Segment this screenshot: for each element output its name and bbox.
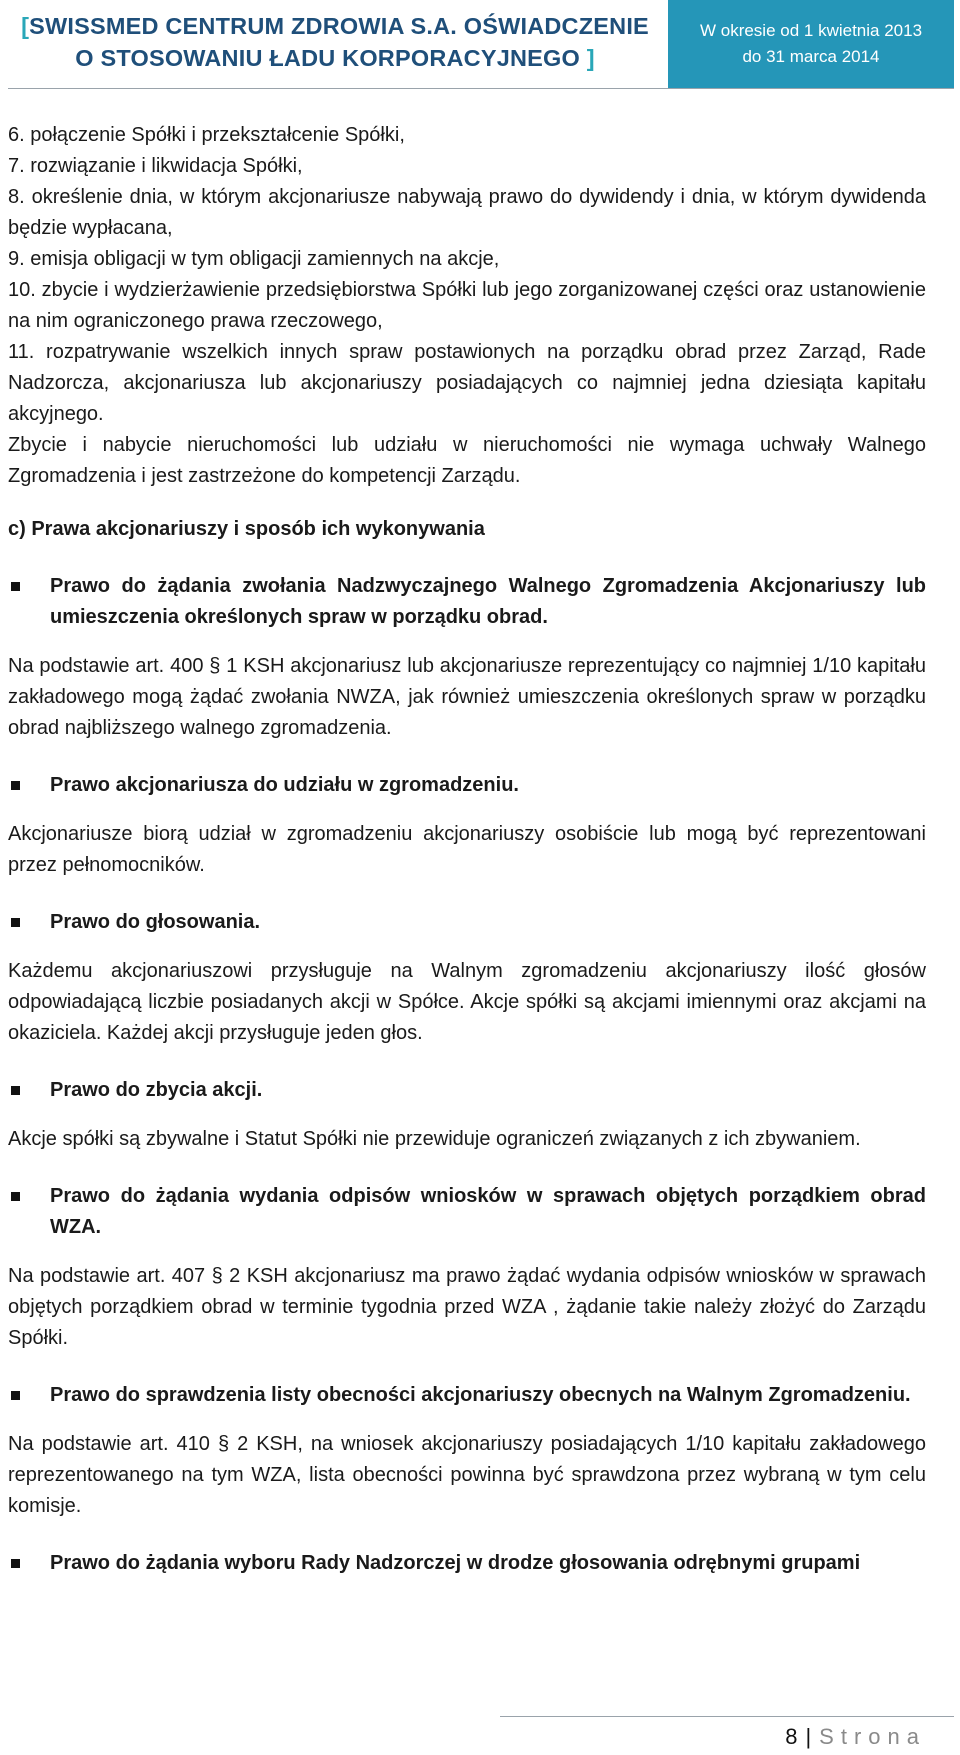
bullet-heading-text: Prawo akcjonariusza do udziału w zgromadzeniu.: [50, 774, 519, 796]
list-item: 11. rozpatrywanie wszelkich innych spraw postawionych na porządku obrad przez Zarząd, Rade Nadzorcza, akcjonariusza lub akcjonariuszy posiadających co najmniej jedna dziesiąta kapitału akcyjnego.: [8, 341, 926, 425]
bullet-heading-text: Prawo do żądania wydania odpisów wniosków w sprawach objętych porządkiem obrad WZA.: [50, 1185, 926, 1238]
bullet-heading-text: Prawo do żądania zwołania Nadzwyczajnego Walnego Zgromadzenia Akcjonariuszy lub umieszczenia określonych spraw w porządku obrad.: [50, 575, 926, 628]
page-number: 8: [785, 1724, 798, 1749]
list-item: 8. określenie dnia, w którym akcjonariusze nabywają prawo do dywidendy i dnia, w którym dywidenda będzie wypłacana,: [8, 186, 926, 239]
bullet-heading-text: Prawo do żądania wyboru Rady Nadzorczej w drodze głosowania odrębnymi grupami: [50, 1552, 861, 1574]
title-bracket-close: ]: [586, 45, 595, 71]
square-bullet-icon: [11, 582, 20, 591]
list-item: 6. połączenie Spółki i przekształcenie Spółki,: [8, 124, 405, 146]
square-bullet-icon: [11, 1086, 20, 1095]
property-note: Zbycie i nabycie nieruchomości lub udziału w nieruchomości nie wymaga uchwały Walnego Zgromadzenia i jest zastrzeżone do kompetencji Zarządu.: [8, 434, 926, 487]
title-text: SWISSMED CENTRUM ZDROWIA S.A. OŚWIADCZENIE O STOSOWANIU ŁADU KORPORACYJNEGO: [29, 13, 649, 71]
bullet-heading: [8, 1075, 926, 1106]
square-bullet-icon: [11, 1559, 20, 1568]
header-divider: [8, 88, 954, 89]
period-line-2: do 31 marca 2014: [742, 47, 880, 66]
square-bullet-icon: [11, 781, 20, 790]
square-bullet-icon: [11, 1192, 20, 1201]
list-item: 10. zbycie i wydzierżawienie przedsiębiorstwa Spółki lub jego zorganizowanej części oraz ustanowienie na nim ograniczonego prawa rzeczowego,: [8, 279, 926, 332]
bullet-heading: [8, 770, 926, 801]
square-bullet-icon: [11, 1391, 20, 1400]
footer-separator: |: [805, 1724, 812, 1749]
page-footer: [785, 1722, 926, 1752]
bullet-heading: [8, 907, 926, 938]
bullet-heading: [8, 1380, 926, 1411]
bullet-heading: [8, 1548, 926, 1579]
section-body: Akcjonariusze biorą udział w zgromadzeniu akcjonariuszy osobiście lub mogą być reprezentowani przez pełnomocników.: [8, 823, 926, 876]
page-header: [0, 0, 960, 88]
section-body: Na podstawie art. 410 § 2 KSH, na wniosek akcjonariuszy posiadających 1/10 kapitału zakładowego reprezentowanego na tym WZA, lista obecności powinna być sprawdzona przez wybraną w tym celu komisje.: [8, 1433, 926, 1517]
bullet-heading: [8, 571, 926, 633]
square-bullet-icon: [11, 918, 20, 927]
list-item: 9. emisja obligacji w tym obligacji zamiennych na akcje,: [8, 248, 500, 270]
section-body: Akcje spółki są zbywalne i Statut Spółki nie przewiduje ograniczeń związanych z ich zbywaniem.: [8, 1128, 861, 1150]
section-body: Na podstawie art. 407 § 2 KSH akcjonariusz ma prawo żądać wydania odpisów wniosków w sprawach objętych porządkiem obrad w terminie tygodnia przed WZA , żądanie takie należy złożyć do Zarządu Spółki.: [8, 1265, 926, 1349]
page-content: [8, 120, 926, 1579]
section-body: Na podstawie art. 400 § 1 KSH akcjonariusz lub akcjonariusze reprezentujący co najmniej 1/10 kapitału zakładowego mogą żądać zwołania NWZA, jak również umieszczenia określonych spraw w porządku obrad najbliższego walnego zgromadzenia.: [8, 655, 926, 739]
bullet-heading-text: Prawo do głosowania.: [50, 911, 261, 933]
bullet-heading-text: Prawo do zbycia akcji.: [50, 1079, 263, 1101]
section-heading: c) Prawa akcjonariuszy i sposób ich wykonywania: [8, 518, 485, 540]
bullet-heading: [8, 1181, 926, 1243]
list-item: 7. rozwiązanie i likwidacja Spółki,: [8, 155, 303, 177]
bullet-heading-text: Prawo do sprawdzenia listy obecności akcjonariuszy obecnych na Walnym Zgromadzeniu.: [50, 1384, 911, 1406]
section-body: Każdemu akcjonariuszowi przysługuje na Walnym zgromadzeniu akcjonariuszy ilość głosów odpowiadającą liczbie posiadanych akcji w Spółce. Akcje spółki są akcjami imiennymi oraz akcjami na okaziciela. Każdej akcji przysługuje jeden głos.: [8, 960, 926, 1044]
document-title: [10, 10, 660, 74]
page-word: Strona: [819, 1724, 926, 1749]
reporting-period-box: [668, 0, 954, 88]
title-bracket-open: [: [21, 13, 30, 39]
period-line-1: W okresie od 1 kwietnia 2013: [699, 21, 923, 40]
footer-divider: [500, 1716, 954, 1717]
